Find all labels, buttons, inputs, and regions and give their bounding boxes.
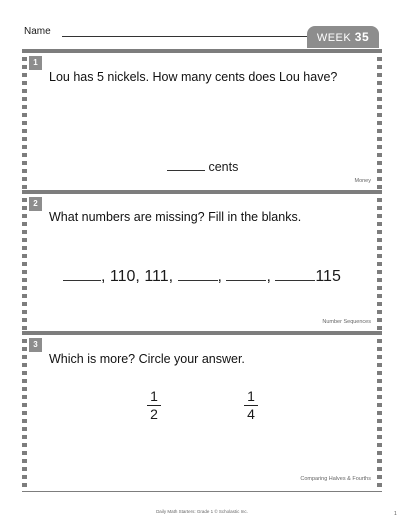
problem-3-number: 3 — [29, 338, 42, 352]
answer-unit: cents — [208, 160, 239, 174]
footer-credit: Daily Math Starters: Grade 1 © Scholastic Inc. — [156, 509, 248, 514]
name-write-line[interactable] — [62, 36, 310, 37]
problem-3-panel — [22, 331, 382, 492]
problem-2-panel — [22, 190, 382, 335]
problem-1-number: 1 — [29, 56, 42, 70]
name-row — [24, 26, 294, 40]
number-sequence — [63, 268, 341, 286]
fraction-denominator: 4 — [247, 406, 255, 422]
problem-1-question: Lou has 5 nickels. How many cents does Lou have? — [49, 70, 338, 84]
sequence-blank[interactable] — [226, 280, 266, 281]
week-tab — [307, 26, 379, 48]
sequence-number: 110, — [109, 268, 140, 285]
problem-3-question: Which is more? Circle your answer. — [49, 352, 245, 366]
week-number: 35 — [354, 30, 370, 44]
name-label: Name — [24, 26, 51, 37]
fraction-one-fourth[interactable] — [241, 389, 261, 422]
fraction-denominator: 2 — [150, 406, 158, 422]
fraction-one-half[interactable] — [144, 389, 164, 422]
problem-1-answer — [167, 160, 238, 174]
sequence-blank[interactable] — [63, 280, 101, 281]
problem-3-topic: Comparing Halves & Fourths — [300, 476, 371, 482]
sequence-blank[interactable] — [178, 280, 218, 281]
page-number: 1 — [394, 511, 397, 517]
sequence-separator: , — [217, 268, 222, 285]
answer-blank[interactable] — [167, 170, 205, 171]
sequence-number: 115 — [315, 268, 341, 285]
problem-1-panel — [22, 49, 382, 194]
sequence-separator: , — [266, 268, 271, 285]
problem-2-topic: Number Sequences — [322, 319, 371, 325]
problem-1-topic: Money — [354, 178, 371, 184]
fraction-numerator: 1 — [150, 388, 158, 404]
problem-2-question: What numbers are missing? Fill in the blanks. — [49, 210, 302, 224]
sequence-number: 111, — [144, 268, 174, 285]
problem-2-number: 2 — [29, 197, 42, 211]
week-label: WEEK — [316, 32, 352, 44]
sequence-separator: , — [101, 268, 106, 285]
fraction-numerator: 1 — [247, 388, 255, 404]
sequence-blank[interactable] — [275, 280, 315, 281]
